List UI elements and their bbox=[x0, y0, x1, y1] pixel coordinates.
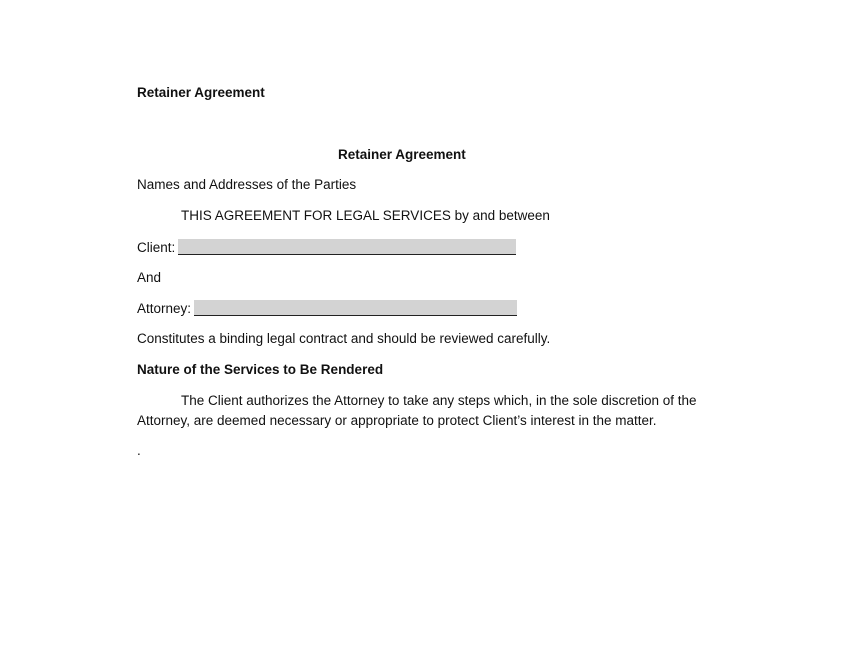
attorney-field[interactable] bbox=[194, 300, 517, 316]
parties-heading: Names and Addresses of the Parties bbox=[137, 177, 357, 192]
document-title: Retainer Agreement bbox=[338, 147, 466, 162]
binding-line: Constitutes a binding legal contract and should be reviewed carefully. bbox=[137, 331, 551, 346]
attorney-label: Attorney: bbox=[137, 301, 192, 316]
services-heading: Nature of the Services to Be Rendered bbox=[137, 362, 384, 377]
attorney-row bbox=[137, 300, 517, 316]
client-field[interactable] bbox=[178, 239, 516, 255]
and-label: And bbox=[137, 270, 162, 285]
client-label: Client: bbox=[137, 240, 176, 255]
trailing-period: . bbox=[137, 443, 141, 458]
services-paragraph-line-2: Attorney, are deemed necessary or appropriate to protect Client’s interest in the matter. bbox=[137, 413, 657, 428]
services-paragraph-line-1: The Client authorizes the Attorney to take any steps which, in the sole discretion of the bbox=[181, 393, 697, 408]
intro-line: THIS AGREEMENT FOR LEGAL SERVICES by and between bbox=[181, 208, 550, 223]
document-header-title: Retainer Agreement bbox=[137, 85, 265, 100]
client-row bbox=[137, 239, 516, 255]
